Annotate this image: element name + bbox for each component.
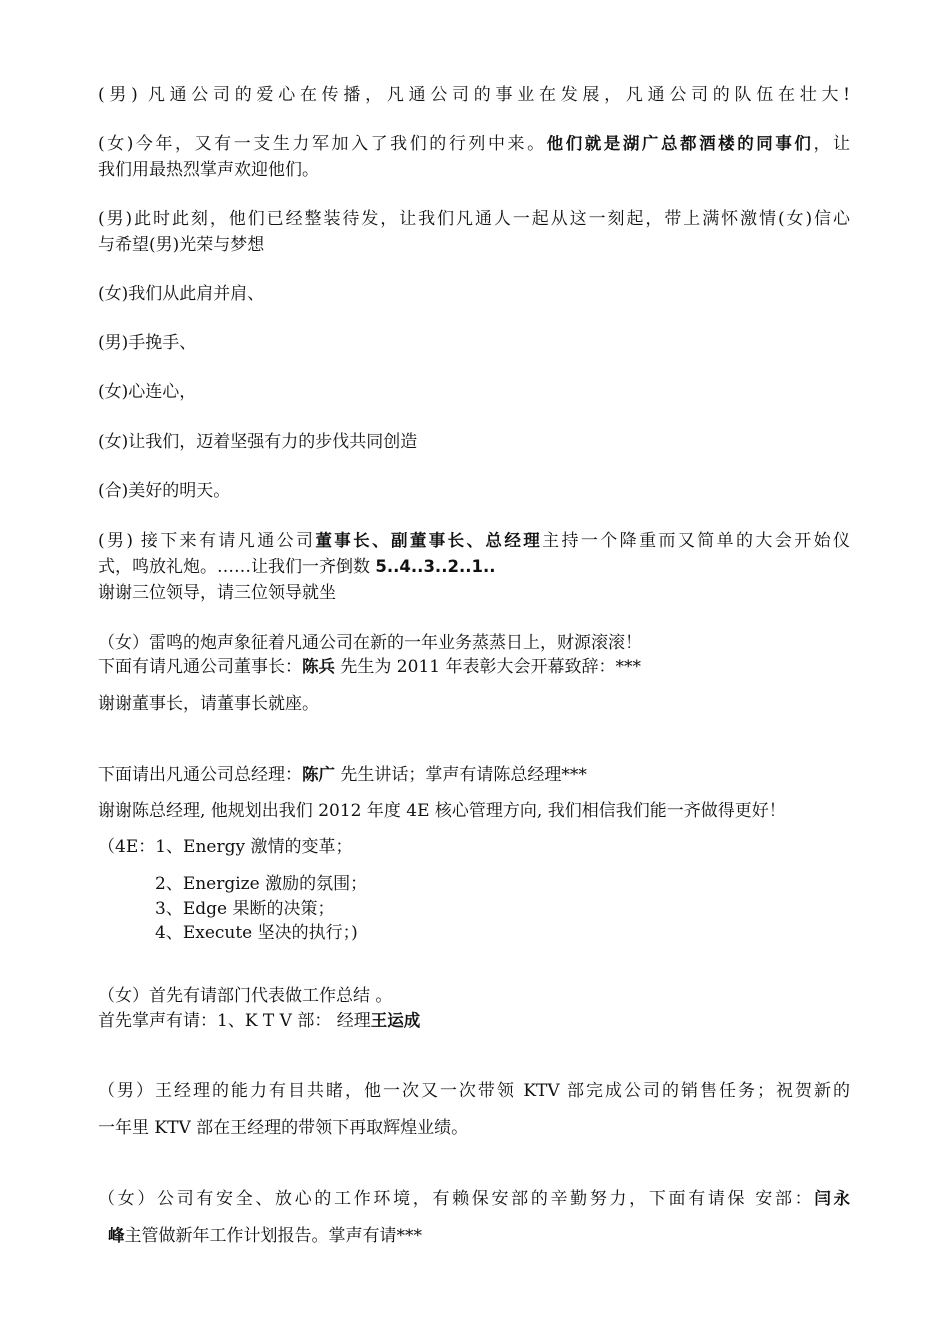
text: 先生讲话；掌声有请陈总经理***: [335, 765, 587, 785]
paragraph-line: [98, 159, 319, 181]
text: （女）首先有请部门代表做工作总结 。: [98, 986, 393, 1006]
text: 下面有请凡通公司董事长：: [98, 657, 302, 677]
text: (女)今年，又有一支生力军加入了我们的行列中来。: [98, 134, 547, 154]
text: （女）雷鸣的炮声象征着凡通公司在新的一年业务蒸蒸日上，财源滚滚！: [98, 633, 642, 653]
paragraph-line: [98, 84, 850, 106]
bold-text: 王运成: [370, 1011, 421, 1030]
text: 主管做新年工作计划报告。掌声有请***: [124, 1226, 422, 1246]
paragraph-line: [98, 985, 392, 1007]
paragraph-line: [98, 283, 264, 305]
bold-text: 5..4..3..2..1..: [375, 557, 496, 576]
paragraph-line: [108, 1225, 422, 1247]
text: (合)美好的明天。: [98, 481, 231, 501]
text: 首先掌声有请：1、K T V 部： 经理: [98, 1011, 371, 1031]
paragraph-line: [98, 381, 196, 403]
text: 谢谢三位领导，请三位领导就坐: [98, 583, 336, 603]
paragraph-line: [98, 332, 196, 354]
text: 3、Edge 果断的决策；: [155, 899, 335, 919]
bold-text: 闫永: [814, 1189, 851, 1208]
paragraph-line: [98, 1080, 850, 1102]
bold-text: 峰: [108, 1226, 125, 1245]
paragraph-line: [98, 480, 230, 502]
paragraph-line: [98, 582, 336, 604]
list-item: [155, 873, 367, 895]
text: 2、Energize 激励的氛围；: [155, 874, 368, 894]
text: 一年里 KTV 部在王经理的带领下再取辉煌业绩。: [98, 1118, 469, 1138]
text: 主持一个降重而又简单的大会开始仪: [542, 531, 851, 551]
text: （男）王经理的能力有目共睹，他一次又一次带领 KTV 部完成公司的销售任务；祝贺新的: [98, 1081, 850, 1101]
paragraph-line: [98, 1188, 850, 1210]
paragraph-line: [98, 208, 850, 230]
text: (男) 接下来有请凡通公司: [98, 531, 316, 551]
bold-text: 陈兵: [302, 657, 335, 676]
text: ，让: [813, 134, 851, 154]
bold-text: 他们就是湖广总都酒楼的同事们: [546, 134, 814, 153]
paragraph-line: [98, 1010, 420, 1032]
paragraph-line: [98, 556, 496, 578]
paragraph-line: [98, 693, 319, 715]
text: (女)心连心，: [98, 382, 197, 402]
text: 先生为 2011 年表彰大会开幕致辞：***: [335, 657, 641, 677]
paragraph-line: [98, 234, 264, 256]
list-item: [155, 898, 334, 920]
bold-text: 陈广: [302, 765, 335, 784]
text: 谢谢董事长，请董事长就座。: [98, 694, 319, 714]
text: (男) 凡通公司的爱心在传播，凡通公司的事业在发展，凡通公司的队伍在壮大!: [98, 85, 850, 105]
text: (男)手挽手、: [98, 333, 197, 353]
text: 4、Execute 坚决的执行；): [155, 923, 358, 943]
text: 下面请出凡通公司总经理：: [98, 765, 302, 785]
paragraph-line: [98, 632, 642, 654]
paragraph-line: [98, 530, 850, 552]
paragraph-line: [98, 1117, 468, 1139]
paragraph-line: [98, 133, 850, 155]
list-item: [155, 922, 358, 944]
paragraph-line: [98, 656, 641, 678]
text: （女）公司有安全、放心的工作环境，有赖保安部的辛勤努力，下面有请保 安部：: [98, 1189, 815, 1209]
text: 式，鸣放礼炮。……让我们一齐倒数: [98, 557, 376, 577]
text: 我们用最热烈掌声欢迎他们。: [98, 160, 319, 180]
paragraph-line: [98, 764, 587, 786]
paragraph-line: [98, 836, 352, 858]
text: 与希望(男)光荣与梦想: [98, 235, 265, 255]
bold-text: 董事长、副董事长、总经理: [315, 531, 543, 550]
text: （4E：1、Energy 激情的变革；: [98, 837, 353, 857]
paragraph-line: [98, 431, 417, 453]
text: (男)此时此刻，他们已经整装待发，让我们凡通人一起从这一刻起，带上满怀激情(女)信心: [98, 209, 850, 229]
paragraph-line: [98, 800, 786, 822]
text: 谢谢陈总经理, 他规划出我们 2012 年度 4E 核心管理方向, 我们相信我们能一齐做得更好！: [98, 801, 786, 821]
text: (女)让我们，迈着坚强有力的步伐共同创造: [98, 432, 418, 452]
text: (女)我们从此肩并肩、: [98, 284, 265, 304]
